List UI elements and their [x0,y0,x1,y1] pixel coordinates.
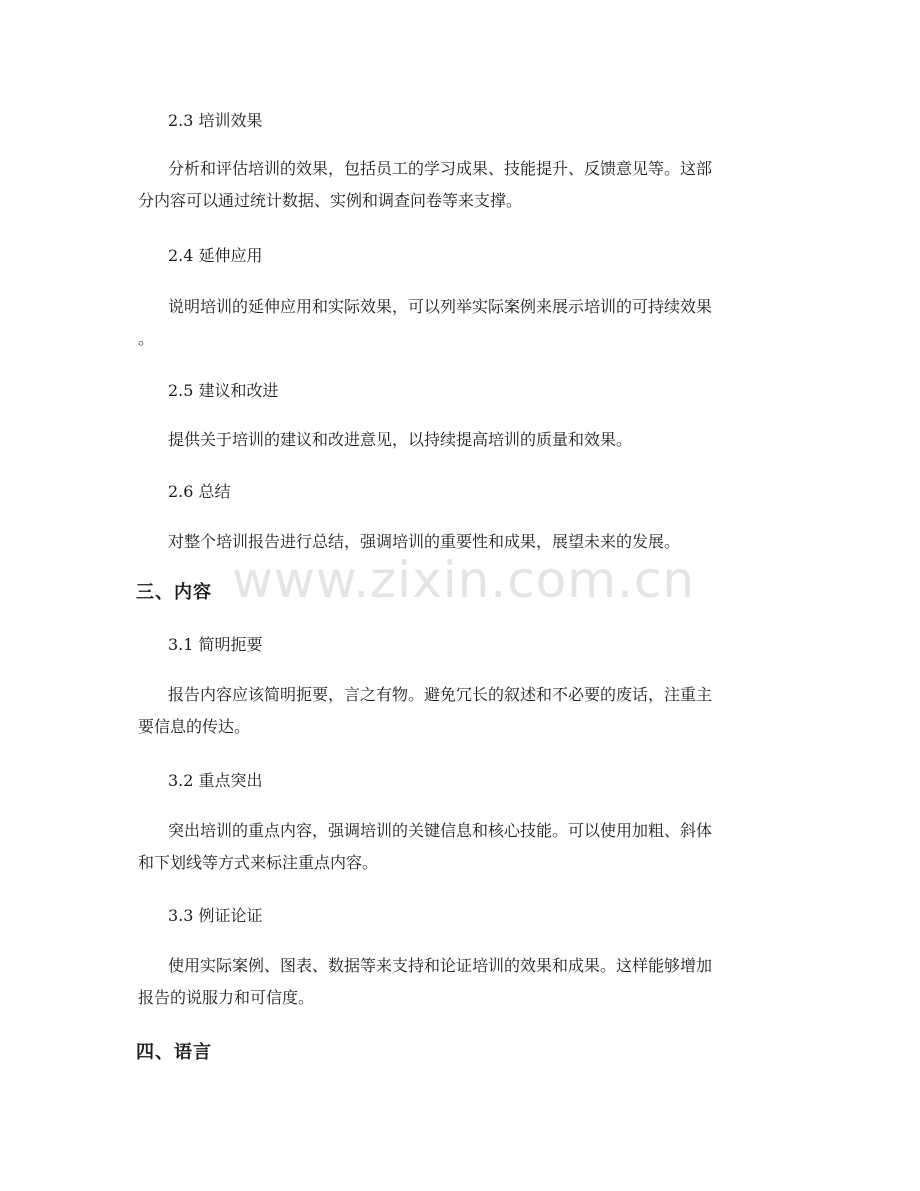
paragraph-line: 分析和评估培训的效果，包括员工的学习成果、技能提升、反馈意见等。这部 [168,159,713,178]
subsection-heading-3-3: 3.3 例证论证 [168,906,263,925]
subsection-heading-2-5: 2.5 建议和改进 [168,381,279,400]
subsection-heading-3-1: 3.1 简明扼要 [168,635,263,654]
paragraph-3-1 [138,679,712,743]
paragraph-line: 突出培训的重点内容，强调培训的关键信息和核心技能。可以使用加粗、斜体 [168,821,713,840]
subsection-heading-2-3: 2.3 培训效果 [168,111,263,130]
paragraph-line: 。 [138,329,155,348]
paragraph-3-3 [138,950,712,1014]
paragraph-line: 分内容可以通过统计数据、实例和调查问卷等来支撑。 [138,191,523,210]
paragraph-line: 报告的说服力和可信度。 [138,988,315,1007]
paragraph-2-5 [138,424,632,456]
paragraph-2-3 [138,153,712,217]
watermark: www.zixin.com.cn [232,551,696,609]
paragraph-line: 报告内容应该简明扼要，言之有物。避免冗长的叙述和不必要的废话，注重主 [168,685,713,704]
subsection-heading-3-2: 3.2 重点突出 [168,771,263,790]
section-title-3: 三、内容 [136,582,212,603]
paragraph-line: 对整个培训报告进行总结，强调培训的重要性和成果，展望未来的发展。 [168,532,681,551]
paragraph-2-4 [138,291,712,355]
paragraph-2-6 [138,526,680,558]
subsection-heading-2-4: 2.4 延伸应用 [168,246,263,265]
subsection-heading-2-6: 2.6 总结 [168,482,231,501]
paragraph-line: 和下划线等方式来标注重点内容。 [138,853,379,872]
paragraph-line: 说明培训的延伸应用和实际效果，可以列举实际案例来展示培训的可持续效果 [168,297,713,316]
section-title-4: 四、语言 [136,1042,212,1063]
paragraph-line: 使用实际案例、图表、数据等来支持和论证培训的效果和成果。这样能够增加 [168,956,713,975]
paragraph-line: 要信息的传达。 [138,717,251,736]
paragraph-3-2 [138,815,712,879]
paragraph-line: 提供关于培训的建议和改进意见，以持续提高培训的质量和效果。 [168,430,633,449]
